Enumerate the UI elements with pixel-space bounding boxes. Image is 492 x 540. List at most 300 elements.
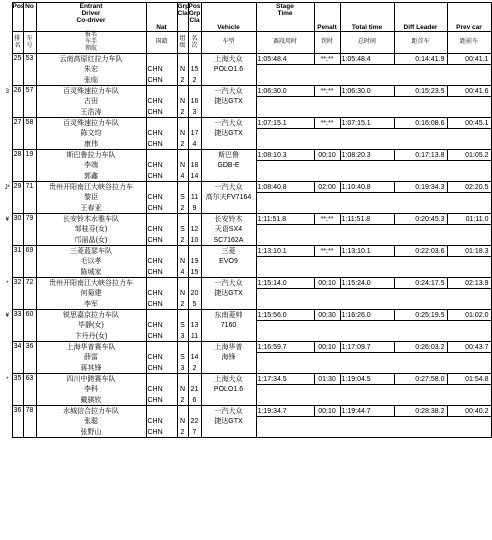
- table-row: [3, 225, 491, 236]
- row-vehicle-model: 捷达GTX: [201, 289, 256, 300]
- row-total-time: 1:15:24.0: [340, 278, 394, 289]
- row-driver: 张聪: [36, 417, 146, 428]
- row-posgrp-blank: [188, 182, 201, 193]
- row-blank: [256, 193, 491, 204]
- row-blank: [256, 363, 491, 374]
- row-no: 78: [23, 406, 36, 438]
- row-mark: ¥: [5, 312, 9, 319]
- table-row: [3, 214, 491, 225]
- row-team: 贵州开阳南江大峡谷拉力车: [36, 182, 146, 193]
- row-codriver: 蒋其锋: [36, 363, 146, 374]
- col-prev: Prev car: [447, 3, 491, 32]
- row-codriver: 戴骐钦: [36, 395, 146, 406]
- row-prev-car: 01:11.0: [447, 214, 491, 225]
- row-nat-driver: CHN: [146, 161, 177, 172]
- row-pos-cla: 5: [188, 299, 201, 310]
- row-pos: 32: [12, 278, 23, 310]
- row-codriver: 王春亚: [36, 203, 146, 214]
- row-team: 云南高原红拉力车队: [36, 54, 146, 65]
- row-vehicle-make: 上海大众: [201, 374, 256, 385]
- row-pos-cla: 11: [188, 331, 201, 342]
- table-row: [3, 161, 491, 172]
- row-vehicle-model: POLO1.6: [201, 65, 256, 76]
- row-team: 锐思嘉京拉力车队: [36, 310, 146, 321]
- row-team: 长安铃木水雅车队: [36, 214, 146, 225]
- row-stage-time: 1:17:34.5: [256, 374, 314, 385]
- row-cla: 3: [177, 363, 188, 374]
- row-mark: J*: [4, 184, 10, 191]
- table-row: [3, 129, 491, 140]
- row-nat-codriver: CHN: [146, 235, 177, 246]
- row-team: 百灵殊速拉力车队: [36, 86, 146, 97]
- row-prev-car: 00:41.1: [447, 54, 491, 65]
- row-nat-codriver: CHN: [146, 427, 177, 438]
- table-row: [3, 97, 491, 108]
- row-vehicle-model: 捷达GTX: [201, 129, 256, 140]
- row-team: 贵州开阳南江大峡谷拉力车: [36, 278, 146, 289]
- row-diff-leader: 0:28:38.2: [394, 406, 447, 417]
- row-stage-time: 1:19:34.7: [256, 406, 314, 417]
- row-diff-leader: 0:22:03.6: [394, 246, 447, 257]
- row-penalty: 00:10: [314, 150, 340, 161]
- row-driver: 毕静(女): [36, 321, 146, 332]
- row-prev-car: 00:40.2: [447, 406, 491, 417]
- row-posgrp-blank: [188, 310, 201, 321]
- col-diff: Diff Leader: [394, 3, 447, 32]
- row-stage-time: 1:16:59.7: [256, 342, 314, 353]
- row-grp: S: [177, 225, 188, 236]
- row-mark: ¥: [5, 216, 9, 223]
- row-total-time: 1:10:40.8: [340, 182, 394, 193]
- row-penalty: **:**: [314, 54, 340, 65]
- row-stage-time: 1:15:56.0: [256, 310, 314, 321]
- row-pos-cla: 3: [188, 107, 201, 118]
- row-nat-codriver: CHN: [146, 395, 177, 406]
- row-pos-cla: 14: [188, 171, 201, 182]
- row-pos-cla: 9: [188, 203, 201, 214]
- table-row: [3, 289, 491, 300]
- row-vehicle-extra: [201, 171, 256, 182]
- row-stage-time: 1:15:14.0: [256, 278, 314, 289]
- row-nat-blank: [146, 150, 177, 161]
- row-posgrp-blank: [188, 150, 201, 161]
- row-nat-blank: [146, 214, 177, 225]
- row-nat-blank: [146, 278, 177, 289]
- row-pos-grp: 18: [188, 161, 201, 172]
- col-posgrp: Pos Grp Cla: [188, 3, 201, 32]
- col-vehicle: Vehicle: [201, 3, 256, 32]
- row-cla: 2: [177, 107, 188, 118]
- row-pos: 29: [12, 182, 23, 214]
- row-nat-blank: [146, 246, 177, 257]
- row-nat-driver: CHN: [146, 321, 177, 332]
- row-pos-grp: 14: [188, 353, 201, 364]
- row-penalty: 00:10: [314, 406, 340, 417]
- row-team: 百灵殊速拉力车队: [36, 118, 146, 129]
- row-blank: [256, 267, 491, 278]
- row-mark: [3, 246, 12, 278]
- col-crew: Entrant Driver Co-driver: [36, 3, 146, 32]
- row-diff-leader: 0:24:17.5: [394, 278, 447, 289]
- row-grp: N: [177, 65, 188, 76]
- results-table: [3, 2, 492, 438]
- row-blank: [256, 385, 491, 396]
- row-posgrp-blank: [188, 406, 201, 417]
- row-posgrp-blank: [188, 342, 201, 353]
- row-driver: 古田: [36, 97, 146, 108]
- row-nat-blank: [146, 86, 177, 97]
- col-no: No: [23, 3, 36, 32]
- row-grp-blank: [177, 118, 188, 129]
- row-vehicle-extra: [201, 203, 256, 214]
- row-no: 79: [23, 214, 36, 246]
- row-nat-blank: [146, 374, 177, 385]
- row-vehicle-extra: [201, 267, 256, 278]
- row-cla: 2: [177, 299, 188, 310]
- table-row: [3, 203, 491, 214]
- row-total-time: 1:06:30.0: [340, 86, 394, 97]
- row-driver: 李科: [36, 385, 146, 396]
- row-nat-blank: [146, 118, 177, 129]
- row-vehicle-make: 一汽大众: [201, 118, 256, 129]
- row-stage-time: 1:05:48.4: [256, 54, 314, 65]
- row-posgrp-blank: [188, 278, 201, 289]
- row-pos-grp: 11: [188, 193, 201, 204]
- table-row: [3, 278, 491, 289]
- row-nat-driver: CHN: [146, 257, 177, 268]
- row-mark: 3: [5, 88, 9, 95]
- row-vehicle-extra: [201, 331, 256, 342]
- row-prev-car: 01:05.2: [447, 150, 491, 161]
- row-pos: 27: [12, 118, 23, 150]
- row-nat-codriver: CHN: [146, 139, 177, 150]
- row-no: 58: [23, 118, 36, 150]
- row-penalty: 00:10: [314, 278, 340, 289]
- row-total-time: 1:19:04.5: [340, 374, 394, 385]
- row-grp: S: [177, 193, 188, 204]
- row-grp: N: [177, 97, 188, 108]
- row-pos-grp: 12: [188, 225, 201, 236]
- row-grp: N: [177, 257, 188, 268]
- row-prev-car: 00:43.7: [447, 342, 491, 353]
- row-pos: 25: [12, 54, 23, 86]
- row-codriver: 张临: [36, 75, 146, 86]
- table-row: [3, 235, 491, 246]
- row-pos-cla: 7: [188, 427, 201, 438]
- row-vehicle-model: POLO1.6: [201, 385, 256, 396]
- row-grp-blank: [177, 246, 188, 257]
- table-row: [3, 107, 491, 118]
- row-pos-grp: 17: [188, 129, 201, 140]
- row-cla: 2: [177, 395, 188, 406]
- row-blank: [256, 235, 491, 246]
- row-nat-codriver: CHN: [146, 331, 177, 342]
- row-mark: [3, 54, 12, 86]
- row-vehicle-make: 上海大众: [201, 54, 256, 65]
- row-codriver: 邝丽晶(女): [36, 235, 146, 246]
- row-no: 60: [23, 310, 36, 342]
- row-grp-blank: [177, 182, 188, 193]
- row-driver: 朱宏: [36, 65, 146, 76]
- row-total-time: 1:05:48.4: [340, 54, 394, 65]
- row-codriver: 张野山: [36, 427, 146, 438]
- row-pos-cla: 15: [188, 267, 201, 278]
- row-posgrp-blank: [188, 86, 201, 97]
- row-team: 三菱蓝瑟车队: [36, 246, 146, 257]
- row-mark: [3, 150, 12, 182]
- row-nat-codriver: CHN: [146, 107, 177, 118]
- row-grp: N: [177, 289, 188, 300]
- table-row: [3, 267, 491, 278]
- row-blank: [256, 321, 491, 332]
- row-blank: [256, 65, 491, 76]
- row-grp-blank: [177, 86, 188, 97]
- row-pos: 35: [12, 374, 23, 406]
- row-nat-driver: CHN: [146, 385, 177, 396]
- row-vehicle-make: 一汽大众: [201, 86, 256, 97]
- row-nat-blank: [146, 54, 177, 65]
- row-vehicle-make: 长安铃木: [201, 214, 256, 225]
- row-mark: [3, 406, 12, 438]
- row-vehicle-model: 捷达GTX: [201, 97, 256, 108]
- row-no: 72: [23, 278, 36, 310]
- row-no: 63: [23, 374, 36, 406]
- table-row: [3, 395, 491, 406]
- row-grp-blank: [177, 406, 188, 417]
- row-driver: 何菊建: [36, 289, 146, 300]
- row-diff-leader: 0:16:08.6: [394, 118, 447, 129]
- row-codriver: 王浩涛: [36, 107, 146, 118]
- row-blank: [256, 203, 491, 214]
- row-codriver: 卞丹丹(女): [36, 331, 146, 342]
- row-total-time: 1:08:20.3: [340, 150, 394, 161]
- row-posgrp-blank: [188, 374, 201, 385]
- row-nat-codriver: CHN: [146, 299, 177, 310]
- row-vehicle-make: 上海华普: [201, 342, 256, 353]
- row-nat-driver: CHN: [146, 97, 177, 108]
- col-nat: Nat: [146, 3, 177, 32]
- row-total-time: 1:16:26.0: [340, 310, 394, 321]
- row-penalty: **:**: [314, 214, 340, 225]
- row-total-time: 1:11:51.8: [340, 214, 394, 225]
- row-prev-car: 01:54.8: [447, 374, 491, 385]
- table-row: [3, 171, 491, 182]
- row-nat-driver: CHN: [146, 193, 177, 204]
- row-cla: 2: [177, 75, 188, 86]
- col-total: Total time: [340, 3, 394, 32]
- table-row: [3, 321, 491, 332]
- row-posgrp-blank: [188, 54, 201, 65]
- row-vehicle-model: 7160: [201, 321, 256, 332]
- row-diff-leader: 0:14:41.9: [394, 54, 447, 65]
- row-penalty: **:**: [314, 118, 340, 129]
- row-pos: 26: [12, 86, 23, 118]
- table-row: [3, 417, 491, 428]
- row-driver: 李端: [36, 161, 146, 172]
- row-vehicle-extra: [201, 299, 256, 310]
- row-nat-blank: [146, 310, 177, 321]
- row-pos-grp: 13: [188, 321, 201, 332]
- row-total-time: 1:19:44.7: [340, 406, 394, 417]
- row-codriver: 郭鑫: [36, 171, 146, 182]
- table-row: [3, 139, 491, 150]
- row-blank: [256, 161, 491, 172]
- row-penalty: **:**: [314, 246, 340, 257]
- row-grp-blank: [177, 310, 188, 321]
- row-pos-grp: 15: [188, 65, 201, 76]
- row-stage-time: 1:07:15.1: [256, 118, 314, 129]
- col-stage: Stage Time: [256, 3, 314, 32]
- row-nat-blank: [146, 182, 177, 193]
- header-row-en: [3, 3, 491, 32]
- row-pos-grp: 16: [188, 97, 201, 108]
- row-codriver: 陈城家: [36, 267, 146, 278]
- row-mark: *: [6, 376, 9, 383]
- row-stage-time: 1:11:51.8: [256, 214, 314, 225]
- table-row: [3, 65, 491, 76]
- results-body: [3, 54, 491, 438]
- row-penalty: **:**: [314, 86, 340, 97]
- row-grp-blank: [177, 214, 188, 225]
- row-prev-car: 00:45.1: [447, 118, 491, 129]
- row-vehicle-extra: [201, 427, 256, 438]
- row-cla: 2: [177, 139, 188, 150]
- row-grp-blank: [177, 150, 188, 161]
- row-blank: [256, 225, 491, 236]
- row-pos: 31: [12, 246, 23, 278]
- table-row: [3, 150, 491, 161]
- row-vehicle-extra: SC7162A: [201, 235, 256, 246]
- row-codriver: 康伟: [36, 139, 146, 150]
- row-cla: 4: [177, 267, 188, 278]
- row-driver: 毛以孝: [36, 257, 146, 268]
- row-penalty: 01:30: [314, 374, 340, 385]
- row-blank: [256, 289, 491, 300]
- row-penalty: 00:10: [314, 342, 340, 353]
- row-nat-blank: [146, 342, 177, 353]
- row-nat-driver: CHN: [146, 65, 177, 76]
- row-no: 36: [23, 342, 36, 374]
- row-nat-codriver: CHN: [146, 203, 177, 214]
- row-driver: 邹桂芬(女): [36, 225, 146, 236]
- row-driver: 黎臣: [36, 193, 146, 204]
- row-pos-grp: 20: [188, 289, 201, 300]
- table-row: [3, 118, 491, 129]
- row-team: 四川中跨赛车队: [36, 374, 146, 385]
- row-vehicle-extra: [201, 107, 256, 118]
- row-diff-leader: 0:15:23.5: [394, 86, 447, 97]
- row-cla: 2: [177, 203, 188, 214]
- row-cla: 3: [177, 331, 188, 342]
- row-prev-car: 01:02.0: [447, 310, 491, 321]
- row-blank: [256, 257, 491, 268]
- row-vehicle-make: 一汽大众: [201, 182, 256, 193]
- row-blank: [256, 139, 491, 150]
- row-posgrp-blank: [188, 246, 201, 257]
- row-penalty: 02:00: [314, 182, 340, 193]
- table-row: [3, 310, 491, 321]
- row-blank: [256, 129, 491, 140]
- table-row: [3, 75, 491, 86]
- row-vehicle-make: 一汽大众: [201, 278, 256, 289]
- col-penalty: Penalt: [314, 3, 340, 32]
- row-diff-leader: 0:17:13.8: [394, 150, 447, 161]
- row-nat-driver: CHN: [146, 289, 177, 300]
- row-grp: S: [177, 353, 188, 364]
- col-pos: Pos: [12, 3, 23, 32]
- row-pos-cla: 4: [188, 139, 201, 150]
- row-mark: [3, 342, 12, 374]
- row-prev-car: 02:20.5: [447, 182, 491, 193]
- table-row: [3, 406, 491, 417]
- row-vehicle-extra: [201, 395, 256, 406]
- row-diff-leader: 0:19:34.3: [394, 182, 447, 193]
- table-row: [3, 257, 491, 268]
- row-grp: N: [177, 161, 188, 172]
- row-no: 71: [23, 182, 36, 214]
- row-blank: [256, 353, 491, 364]
- row-diff-leader: 0:25:19.5: [394, 310, 447, 321]
- row-grp: N: [177, 129, 188, 140]
- row-vehicle-model: EVO9: [201, 257, 256, 268]
- row-nat-driver: CHN: [146, 353, 177, 364]
- row-blank: [256, 299, 491, 310]
- row-pos-cla: 10: [188, 235, 201, 246]
- row-grp: N: [177, 385, 188, 396]
- row-vehicle-make: 东南菱帅: [201, 310, 256, 321]
- row-diff-leader: 0:20:45.3: [394, 214, 447, 225]
- row-nat-driver: CHN: [146, 129, 177, 140]
- row-nat-codriver: CHN: [146, 363, 177, 374]
- row-grp-blank: [177, 374, 188, 385]
- row-blank: [256, 107, 491, 118]
- row-pos: 34: [12, 342, 23, 374]
- row-total-time: 1:07:15.1: [340, 118, 394, 129]
- row-no: 53: [23, 54, 36, 86]
- row-no: 57: [23, 86, 36, 118]
- table-row: [3, 86, 491, 97]
- row-mark: *: [6, 280, 9, 287]
- row-blank: [256, 331, 491, 342]
- row-vehicle-model: 高尔夫FV7164: [201, 193, 256, 204]
- row-cla: 2: [177, 235, 188, 246]
- row-no: 69: [23, 246, 36, 278]
- row-grp: N: [177, 417, 188, 428]
- row-posgrp-blank: [188, 214, 201, 225]
- row-diff-leader: 0:27:58.0: [394, 374, 447, 385]
- row-no: 19: [23, 150, 36, 182]
- row-pos-grp: 22: [188, 417, 201, 428]
- row-stage-time: 1:08:40.8: [256, 182, 314, 193]
- row-stage-time: 1:13:10.1: [256, 246, 314, 257]
- row-pos-cla: 2: [188, 75, 201, 86]
- row-prev-car: 02:13.9: [447, 278, 491, 289]
- row-team: 上海华普赛车队: [36, 342, 146, 353]
- row-vehicle-make: 三菱: [201, 246, 256, 257]
- row-pos: 33: [12, 310, 23, 342]
- row-mark: [3, 118, 12, 150]
- row-prev-car: 01:18.3: [447, 246, 491, 257]
- table-row: [3, 385, 491, 396]
- table-row: [3, 427, 491, 438]
- row-vehicle-extra: [201, 75, 256, 86]
- row-grp-blank: [177, 54, 188, 65]
- row-vehicle-make: 一汽大众: [201, 406, 256, 417]
- table-row: [3, 193, 491, 204]
- row-total-time: 1:13:10.1: [340, 246, 394, 257]
- row-cla: 2: [177, 427, 188, 438]
- row-pos-cla: 2: [188, 363, 201, 374]
